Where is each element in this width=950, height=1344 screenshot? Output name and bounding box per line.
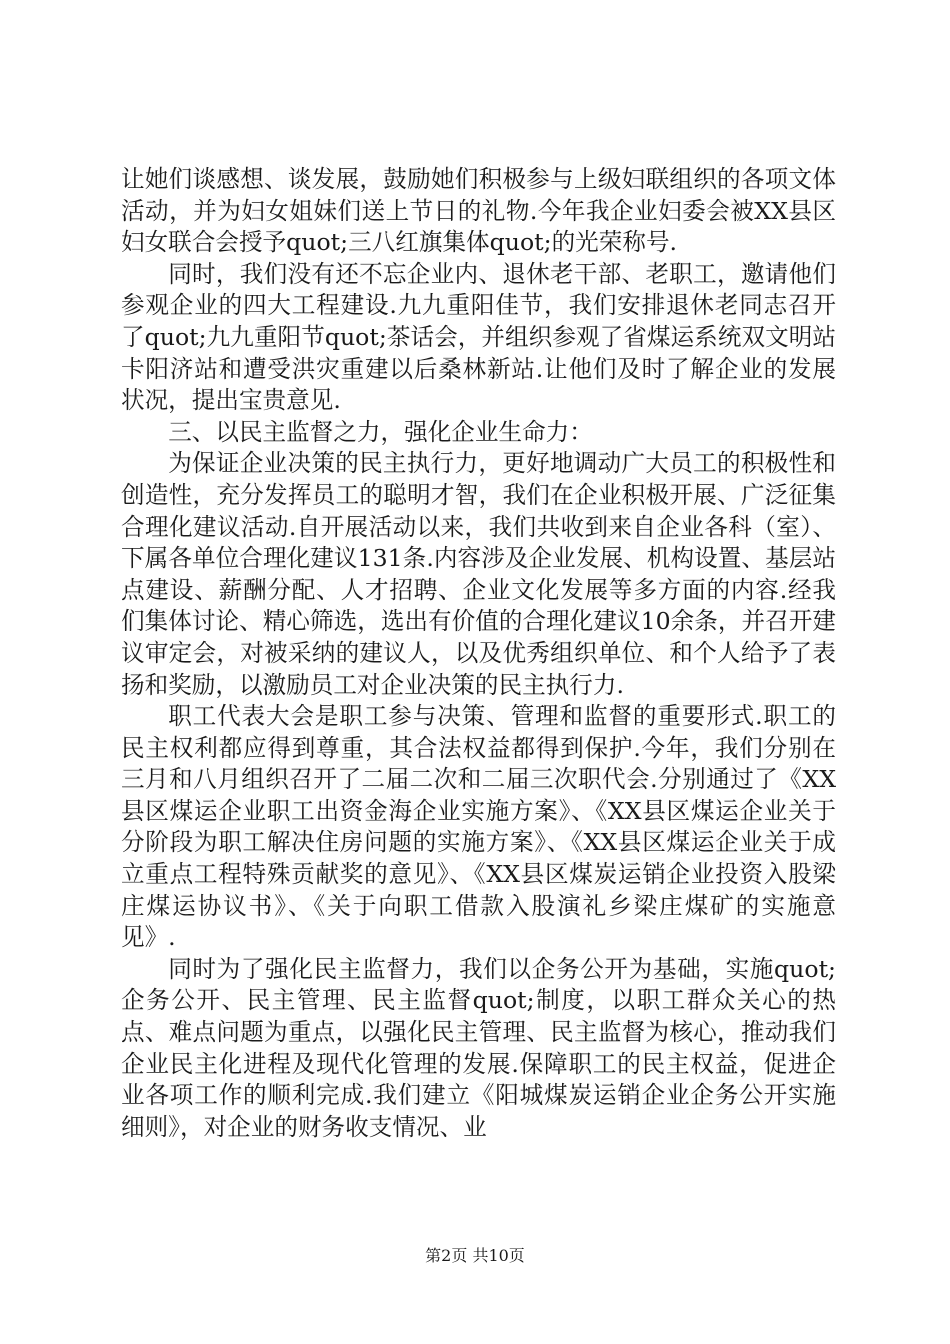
paragraph-2: 同时，我们没有还不忘企业内、退休老干部、老职工，邀请他们参观企业的四大工程建设.九九重阳佳节，我们安排退休老同志召开了quot;九九重阳节quot;茶话会，并组织参观了省煤运系统双文明站卡阳济站和遭受洪灾重建以后桑林新站.让他们及时了解企业的发展状况，提出宝贵意见. — [121, 259, 836, 415]
page-number-footer: 第2页 共10页 — [425, 1246, 525, 1265]
section-heading: 三、以民主监督之力，强化企业生命力： — [168, 417, 593, 446]
body-text — [121, 164, 836, 1143]
paragraph-4: 职工代表大会是职工参与决策、管理和监督的重要形式.职工的民主权利都应得到尊重，其合法权益都得到保护.今年，我们分别在三月和八月组织召开了二届二次和二届三次职代会.分别通过了《XX县区煤运企业职工出资金海企业实施方案》、《XX县区煤运企业关于分阶段为职工解决住房问题的实施方案》、《XX县区煤运企业关于成立重点工程特殊贡献奖的意见》、《XX县区煤炭运销企业投资入股梁庄煤运协议书》、《关于向职工借款入股演礼乡梁庄煤矿的实施意见》. — [121, 702, 836, 952]
paragraph-1: 让她们谈感想、谈发展，鼓励她们积极参与上级妇联组织的各项文体活动，并为妇女姐妹们送上节日的礼物.今年我企业妇委会被XX县区妇女联合会授予quot;三八红旗集体quot;的光荣称号. — [121, 165, 836, 257]
paragraph-3: 为保证企业决策的民主执行力，更好地调动广大员工的积极性和创造性，充分发挥员工的聪明才智，我们在企业积极开展、广泛征集合理化建议活动.自开展活动以来，我们共收到来自企业各科（室）、下属各单位合理化建议131条.内容涉及企业发展、机构设置、基层站点建设、薪酬分配、人才招聘、企业文化发展等多方面的内容.经我们集体讨论、精心筛选，选出有价值的合理化建议10余条，并召开建议审定会，对被采纳的建议人，以及优秀组织单位、和个人给予了表扬和奖励，以激励员工对企业决策的民主执行力. — [121, 449, 836, 699]
paragraph-5: 同时为了强化民主监督力，我们以企务公开为基础，实施quot;企务公开、民主管理、民主监督quot;制度，以职工群众关心的热点、难点问题为重点，以强化民主管理、民主监督为核心，推动我们企业民主化进程及现代化管理的发展.保障职工的民主权益，促进企业各项工作的顺利完成.我们建立《阳城煤炭运销企业企务公开实施细则》，对企业的财务收支情况、业 — [121, 954, 836, 1141]
